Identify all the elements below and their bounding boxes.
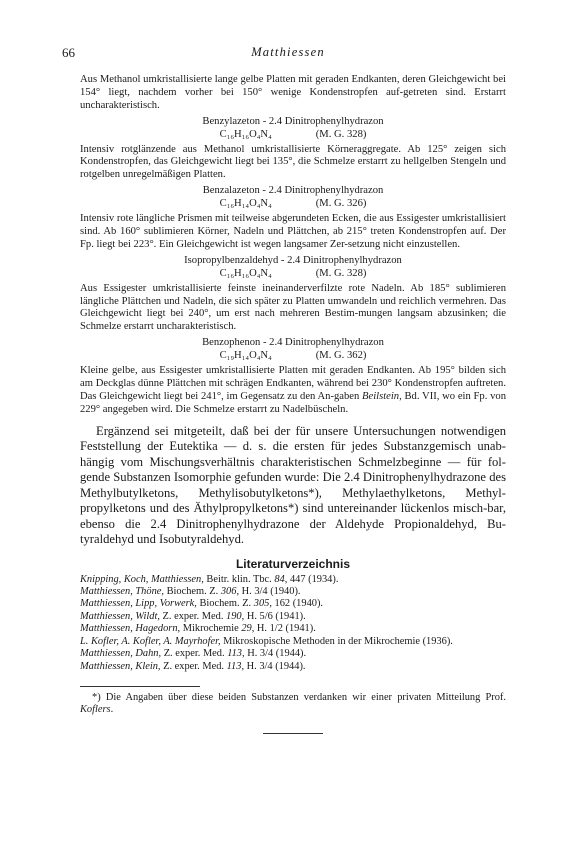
entry-authors: Matthiessen, Hagedorn, <box>80 623 181 635</box>
entry-authors: Matthiessen, Dahn, <box>80 648 162 660</box>
footnote-text: *) Die Angaben über diese beiden Substanzen verdanken wir einer privaten Mitteilung Prof. <box>92 691 506 703</box>
entry-authors: Matthiessen, Klein, <box>80 660 161 672</box>
compound-title: Isopropylbenzaldehyd - 2.4 Dinitrophenylhydrazon <box>184 254 402 266</box>
entry-pages: , H. 1/2 (1941). <box>251 623 316 635</box>
entry-volume: 113 <box>227 648 243 660</box>
formula-line <box>80 268 506 281</box>
entry-source: Z. exper. Med. <box>161 648 228 660</box>
entry-volume: 29 <box>241 623 252 635</box>
entry-volume: 306 <box>220 586 237 598</box>
formula-line <box>80 129 506 142</box>
page-number: 66 <box>62 45 75 60</box>
bibliography-entry <box>80 661 506 673</box>
page-body <box>80 74 506 734</box>
compound-title: Benzophenon - 2.4 Dinitrophenylhydrazon <box>202 337 384 349</box>
molecular-formula: C₁₆H₁₆O₄N₄ <box>219 267 272 279</box>
description-text: , Bd. VII, wo ein Fp. von 229° angegeben wird. Die Schmelze erstarrt zu Nadelbüscheln. <box>80 390 506 415</box>
entry-pages: , 162 (1940). <box>269 598 324 610</box>
molecular-weight: (M. G. 326) <box>315 198 367 210</box>
entry-source: Beitr. klin. Tbc. <box>203 573 275 585</box>
bibliography-entry <box>80 574 506 586</box>
bibliography-entry <box>80 648 506 660</box>
molecular-weight: (M. G. 362) <box>315 350 367 362</box>
entry-authors: Matthiessen, Lipp, Vorwerk, <box>80 598 197 610</box>
entry-source: Mikrochemie <box>180 623 242 635</box>
molecular-weight: (M. G. 328) <box>315 128 367 140</box>
end-divider <box>263 733 323 734</box>
entry-pages: , H. 3/4 (1940). <box>236 586 301 598</box>
entry-authors: Matthiessen, Thöne, <box>80 586 164 598</box>
footnote <box>80 692 506 717</box>
entry-volume: 113 <box>226 660 242 672</box>
entry-pages: , H. 3/4 (1944). <box>242 648 307 660</box>
entry-source: Mikroskopische Methoden in der Mikrochemie (1936). <box>220 635 453 647</box>
molecular-formula: C₁₆H₁₄O₄N₄ <box>219 198 272 210</box>
page-header <box>62 45 514 61</box>
entry-authors: Matthiessen, Wildt, <box>80 610 160 622</box>
intro-paragraph: Aus Methanol umkristallisierte lange gelbe Platten mit geraden Endkanten, deren Gleichgewicht bei 154° liegt, nachdem vorher bei 150° wenige Kondenstropfen auf-getreten sind. Erstarrt uncharakteristisch. <box>80 74 506 111</box>
entry-volume: 190 <box>226 610 242 622</box>
compound-title: Benzalazeton - 2.4 Dinitrophenylhydrazon <box>202 185 384 197</box>
entry-source: Z. exper. Med. <box>159 610 227 622</box>
footnote-name: Koflers <box>80 704 111 716</box>
bibliography-entry <box>80 586 506 598</box>
formula-line <box>80 350 506 363</box>
compound-description: Intensiv rote längliche Prismen mit teilweise abgerundeten Ecken, die aus Essigester umkristallisiert sind. Ab 160° sublimieren Körner, Nadeln und Plättchen, ab 215° treten Kondenstropfen auf. Der Fp. liegt bei 223°. Ein Gleichgewicht ist wegen langsamer Zer-setzung nicht einzustellen. <box>80 213 506 250</box>
compound-description: Intensiv rotglänzende aus Methanol umkristallisierte Körneraggregate. Ab 125° zeigen sich Kondenstropfen, das Gleichgewicht liegt bei 135°, die Schmelze erstarrt zu hellgelben Stengeln und rotgelben unregelmäßigen Platten. <box>80 143 506 181</box>
bibliography-heading: Literaturverzeichnis <box>235 556 351 571</box>
description-text: Kleine gelbe, aus Essigester umkristallisierte Platten mit geraden Endkanten. Ab 195° bilden sich am Deckglas dünne Plättchen mit schrägen Endkanten, während bei 230° Kondenstropfen auftreten. Das Gleichgewicht liegt bei 241°, im Gegensatz zu den An-gaben <box>80 365 506 402</box>
compound-description: Aus Essigester umkristallisierte feinste ineinanderverfilzte rote Nadeln. Ab 185° sublimieren längliche Plättchen und Nadeln, die sich später zu Platten umwandeln und reichlich vermehren. Das Gleichgewicht liegt bei 240°, um erst nach mehreren Bestim-mungen langsam abzusinken; die Schmelze erstarrt uncharakteristisch. <box>80 282 506 333</box>
entry-source: Biochem. Z. <box>163 586 221 598</box>
entry-pages: , H. 5/6 (1941). <box>241 610 306 622</box>
molecular-weight: (M. G. 328) <box>315 267 367 279</box>
molecular-formula: C₁₉H₁₄O₄N₄ <box>219 350 272 362</box>
formula-line <box>80 198 506 211</box>
entry-volume: 84 <box>274 573 285 585</box>
main-paragraph: Ergänzend sei mitgeteilt, daß bei der für unsere Untersuchungen notwendigen Feststellung der Eutektika — d. s. die ersten für jedes Substanzgemisch unab-hängig vom Mischungsverhältnis charakteristischen Schmelzbeginne — für fol-gende Substanzen Isomorphie gefunden wurde: Die 2.4 Dinitrophenylhydrazone des Methylbutylketons, Methylisobutylketons*), Methylaethylketons, Methyl-propylketons und des Äthylpropylketons*) sind untereinander lückenlos misch-bar, ebenso die 2.4 Dinitrophenylhydrazone der Aldehyde Propionaldehyd, Bu-tyraldehyd und Isobutyraldehyd. <box>80 423 506 547</box>
footnote-divider <box>80 686 200 687</box>
compound-description <box>80 365 506 417</box>
molecular-formula: C₁₆H₁₆O₄N₄ <box>219 128 272 140</box>
entry-volume: 305 <box>253 598 270 610</box>
bibliography-list <box>80 574 506 673</box>
cited-work: Beilstein <box>362 390 400 402</box>
running-head: Matthiessen <box>251 45 325 59</box>
entry-authors: L. Kofler, A. Kofler, A. Mayrhofer, <box>80 635 221 647</box>
entry-pages: , 447 (1934). <box>284 573 339 585</box>
entry-source: Z. exper. Med. <box>160 660 227 672</box>
bibliography-entry <box>80 636 506 648</box>
bibliography-entry <box>80 623 506 635</box>
entry-source: Biochem. Z. <box>196 598 254 610</box>
bibliography-entry <box>80 598 506 610</box>
entry-pages: , H. 3/4 (1944). <box>241 660 306 672</box>
compound-title: Benzylazeton - 2.4 Dinitrophenylhydrazon <box>202 115 384 127</box>
bibliography-entry <box>80 611 506 623</box>
entry-authors: Knipping, Koch, Matthiessen, <box>80 573 204 585</box>
footnote-end: . <box>110 704 114 716</box>
